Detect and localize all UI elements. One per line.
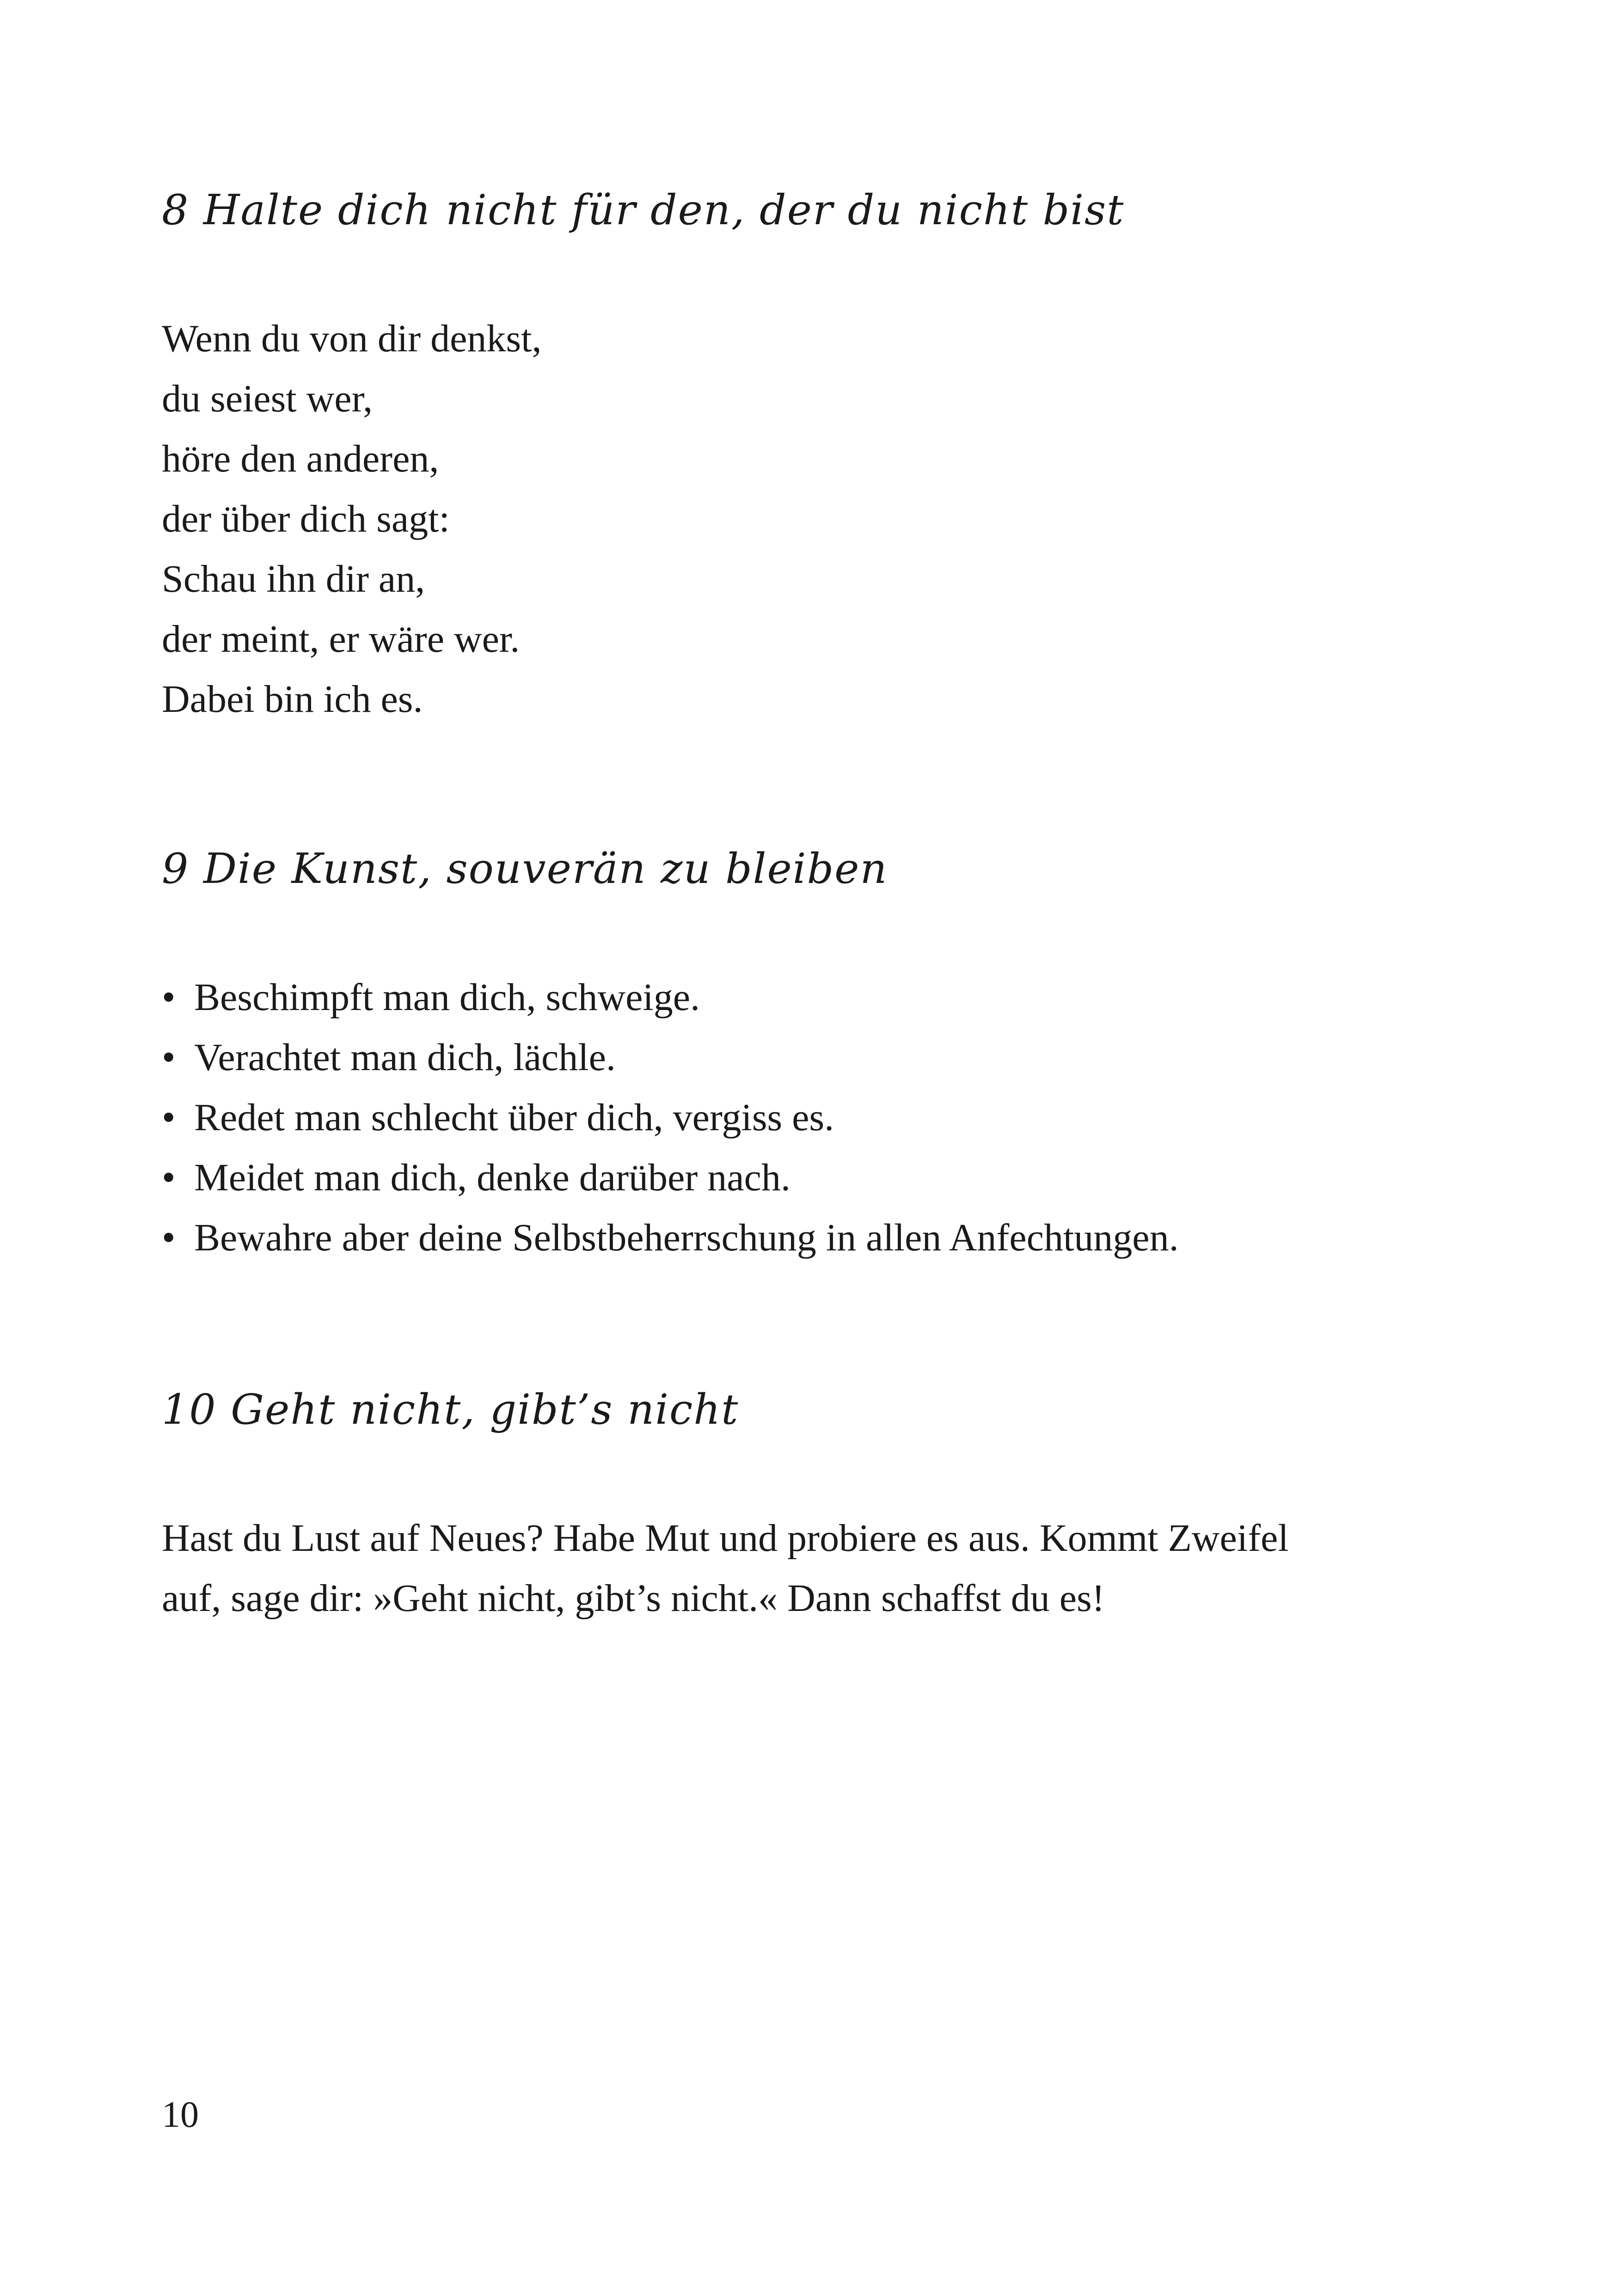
poem-line: der meint, er wäre wer.: [162, 618, 520, 661]
poem-line: der über dich sagt:: [162, 497, 450, 540]
paragraph-line: auf, sage dir: »Geht nicht, gibt’s nicht.« Dann schaffst du es!: [162, 1577, 1105, 1620]
section-9-bullet-list: [162, 967, 1179, 1268]
bullet-text: Beschimpft man dich, schweige.: [194, 976, 700, 1019]
section-10-paragraph: [162, 1508, 1289, 1629]
poem-line: Schau ihn dir an,: [162, 557, 425, 600]
bullet-icon: •: [162, 1216, 176, 1259]
bullet-item: [162, 1208, 1179, 1268]
page-number: 10: [162, 2094, 199, 2135]
section-8-heading: 8 Halte dich nicht für den, der du nicht bist: [162, 186, 1125, 234]
bullet-text: Verachtet man dich, lächle.: [194, 1036, 616, 1079]
poem-line: du seiest wer,: [162, 377, 373, 420]
bullet-text: Meidet man dich, denke darüber nach.: [194, 1156, 791, 1199]
paragraph-line: Hast du Lust auf Neues? Habe Mut und probiere es aus. Kommt Zweifel: [162, 1517, 1289, 1560]
section-9-heading: 9 Die Kunst, souverän zu bleiben: [162, 845, 888, 893]
poem-line: Wenn du von dir denkst,: [162, 317, 542, 360]
bullet-icon: •: [162, 1036, 176, 1079]
poem-line: Dabei bin ich es.: [162, 678, 423, 721]
section-8-poem: [162, 309, 541, 729]
bullet-text: Bewahre aber deine Selbstbeherrschung in allen Anfechtungen.: [194, 1216, 1179, 1259]
section-10-heading: 10 Geht nicht, gibt’s nicht: [162, 1385, 739, 1434]
bullet-icon: •: [162, 1156, 176, 1199]
bullet-item: [162, 1028, 1179, 1088]
bullet-item: [162, 967, 1179, 1028]
bullet-icon: •: [162, 1096, 176, 1139]
bullet-text: Redet man schlecht über dich, vergiss es.: [194, 1096, 834, 1139]
poem-line: höre den anderen,: [162, 437, 439, 480]
bullet-item: [162, 1148, 1179, 1208]
bullet-item: [162, 1088, 1179, 1148]
bullet-icon: •: [162, 976, 176, 1019]
